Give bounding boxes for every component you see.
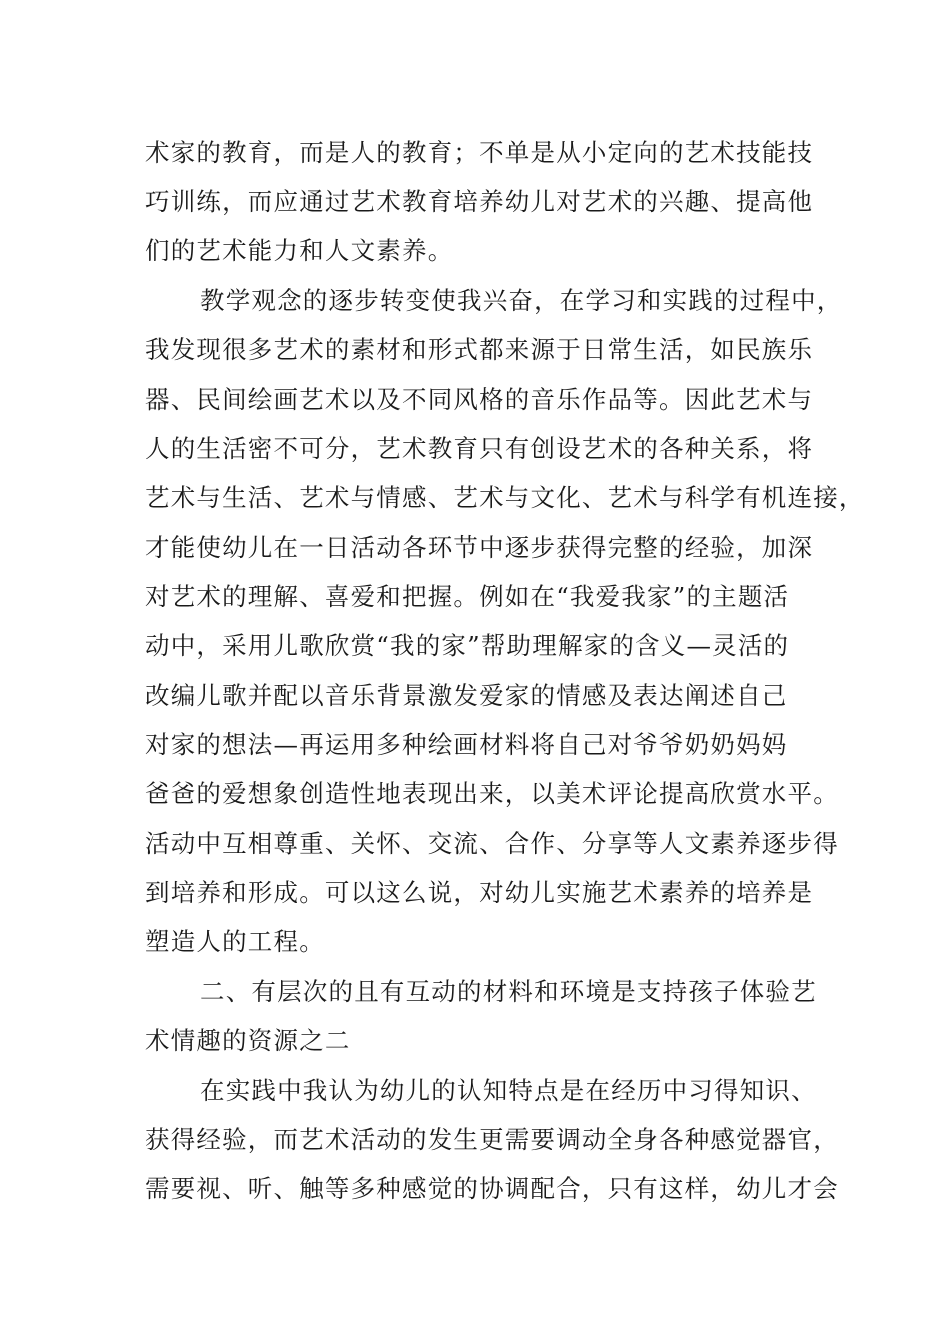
text-line: 们的艺术能力和人文素养。 (145, 236, 454, 265)
section-heading-continued: 术情趣的资源之二 (145, 1026, 351, 1055)
text-line: 器、民间绘画艺术以及不同风格的音乐作品等。因此艺术与 (145, 385, 814, 414)
text-line: 对家的想法—再运用多种绘画材料将自己对爷爷奶奶妈妈 (145, 730, 788, 759)
text-line: 人的生活密不可分，艺术教育只有创设艺术的各种关系，将 (145, 434, 814, 463)
paragraph-first-line: 教学观念的逐步转变使我兴奋，在学习和实践的过程中， (200, 286, 843, 315)
text-line: 改编儿歌并配以音乐背景激发爱家的情感及表达阐述自己 (145, 681, 788, 710)
text-line: 需要视、听、触等多种感觉的协调配合，只有这样，幼儿才会 (145, 1174, 839, 1203)
text-line: 巧训练，而应通过艺术教育培养幼儿对艺术的兴趣、提高他 (145, 187, 814, 216)
text-line: 爸爸的爱想象创造性地表现出来，以美术评论提高欣赏水平。 (145, 779, 839, 808)
text-line: 获得经验，而艺术活动的发生更需要调动全身各种感觉器官， (145, 1125, 839, 1154)
text-line: 到培养和形成。可以这么说，对幼儿实施艺术素养的培养是 (145, 878, 814, 907)
text-line: 艺术与生活、艺术与情感、艺术与文化、艺术与科学有机连接， (145, 483, 865, 512)
text-line: 才能使幼儿在一日活动各环节中逐步获得完整的经验，加深 (145, 533, 814, 562)
text-line: 术家的教育，而是人的教育；不单是从小定向的艺术技能技 (145, 138, 814, 167)
paragraph-first-line: 在实践中我认为幼儿的认知特点是在经历中习得知识、 (200, 1076, 817, 1105)
text-line: 动中，采用儿歌欣赏“我的家”帮助理解家的含义—灵活的 (145, 631, 790, 660)
text-line: 塑造人的工程。 (145, 927, 325, 956)
text-line: 活动中互相尊重、关怀、交流、合作、分享等人文素养逐步得 (145, 829, 839, 858)
section-heading: 二、有层次的且有互动的材料和环境是支持孩子体验艺 (200, 977, 817, 1006)
text-line: 我发现很多艺术的素材和形式都来源于日常生活，如民族乐 (145, 335, 814, 364)
text-line: 对艺术的理解、喜爱和把握。例如在“我爱我家”的主题活 (145, 582, 790, 611)
